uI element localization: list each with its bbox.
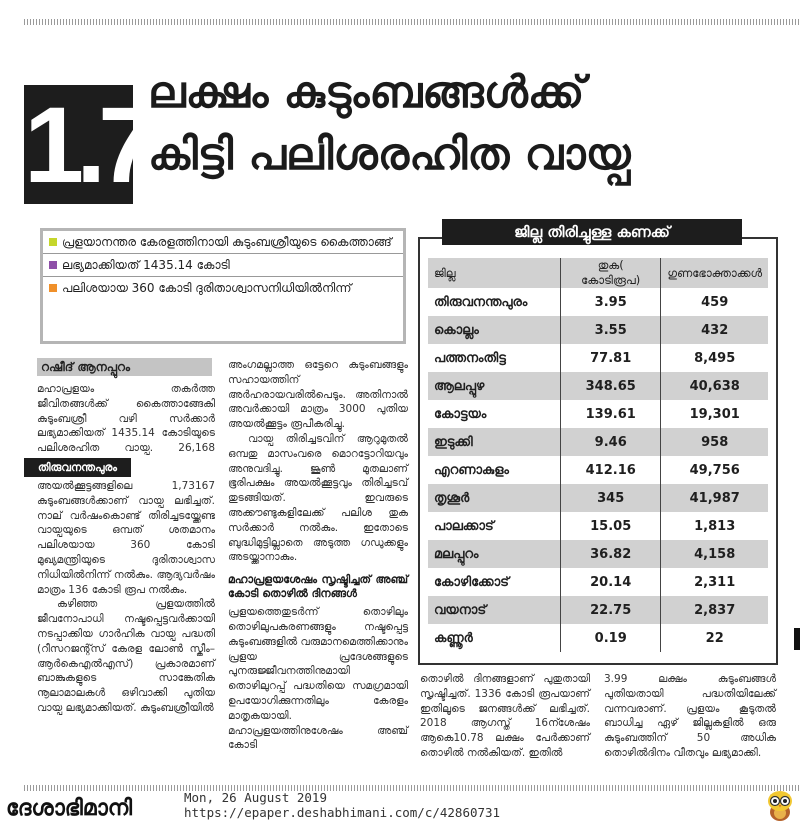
- beneficiary-count: 49,756: [661, 456, 768, 484]
- article-column-4: [604, 672, 776, 761]
- highlight-item: [43, 253, 403, 276]
- district-name: വയനാട്: [428, 596, 561, 624]
- district-name: ഇടുക്കി: [428, 428, 561, 456]
- table-row: [428, 596, 768, 624]
- edge-marker: [794, 628, 800, 650]
- article-paragraph: 3.99 ലക്ഷം കുടുംബങ്ങൾ പുതിയതായി പദ്ധതിയിലേക്ക് വന്നവരാണ്. പ്രളയം കൂടുതൽ ബാധിച്ച ഏഴ് ജില്ലകളിൽ ഒരു കുടുംബത്തിന് 50 അധിക തൊഴിൽദിനം വീതവും ലഭ്യമാക്കി.: [604, 673, 776, 759]
- table-row: [428, 540, 768, 568]
- top-rule: [24, 19, 800, 25]
- column-header-beneficiaries: ഗുണഭോക്താക്കൾ: [661, 258, 768, 288]
- amount-crore: 77.81: [561, 344, 661, 372]
- amount-crore: 3.55: [561, 316, 661, 344]
- masthead-logo: ദേശാഭിമാനി: [6, 796, 133, 821]
- district-name: കൊല്ലം: [428, 316, 561, 344]
- beneficiary-count: 1,813: [661, 512, 768, 540]
- beneficiary-count: 459: [661, 288, 768, 316]
- amount-crore: 348.65: [561, 372, 661, 400]
- amount-crore: 9.46: [561, 428, 661, 456]
- amount-crore: 36.82: [561, 540, 661, 568]
- beneficiary-count: 40,638: [661, 372, 768, 400]
- table-row: [428, 428, 768, 456]
- table-row: [428, 568, 768, 596]
- article-paragraph: പ്രളയത്തെതുടർന്ന് തൊഴിലും തൊഴിലുപകരണങ്ങളും നഷ്ടപ്പെട്ട കുടുംബങ്ങളിൽ വരുമാനമെത്തിക്കാനും പ്രളയ പ്രദേശങ്ങളുടെ പുനരുജ്ജീവനത്തിനുമായി തൊഴിലുറപ്പ് പദ്ധതിയെ സമഗ്രമായി ഉപയോഗിക്കുന്നതിലും കേരളം മാതൃകയായി. മഹാപ്രളയത്തിനുശേഷം അഞ്ച് കോടി: [228, 606, 408, 752]
- amount-crore: 345: [561, 484, 661, 512]
- edition-meta: [184, 790, 500, 820]
- highlight-text: ലഭ്യമാക്കിയത് 1435.14 കോടി: [62, 258, 230, 272]
- table-row: [428, 484, 768, 512]
- table-row: [428, 400, 768, 428]
- edition-date: Mon, 26 August 2019: [184, 790, 327, 805]
- beneficiary-count: 8,495: [661, 344, 768, 372]
- amount-crore: 3.95: [561, 288, 661, 316]
- district-name: കണ്ണൂർ: [434, 630, 473, 646]
- edition-url[interactable]: https://epaper.deshabhimani.com/c/42860731: [184, 805, 501, 820]
- beneficiary-count: 2,311: [661, 568, 768, 596]
- article-column-2: [228, 358, 408, 753]
- district-name: തിരുവനന്തപുരം: [434, 294, 528, 310]
- table-row: [428, 372, 768, 400]
- owl-icon-graphic: [766, 790, 794, 822]
- article-paragraph: മഹാപ്രളയം തകർത്ത ജീവിതങ്ങൾക്ക് കൈത്താങ്ങേകി കുടുംബശ്രീ വഴി സർക്കാർ ലഭ്യമാക്കിയത് 1435.14 കോടിയുടെ പലിശരഹിത വായ്പ. 26,168 അയൽക്കൂട്ടങ്ങളിലെ 1,73167 കുടുംബങ്ങൾക്കാണ് വായ്പ ലഭിച്ചത്. നാല് വർഷംകൊണ്ട് തിരിച്ചടയ്ക്കേണ്ട വായ്പയുടെ ഒമ്പത് ശതമാനം പലിശയായ 360 കോടി മുഖ്യമന്ത്രിയുടെ ദുരിതാശ്വാസ നിധിയിൽനിന്ന് നൽകും. ആദ്യവർഷം മാത്രം 136 കോടി രൂപ നൽകും.: [37, 383, 215, 596]
- article-paragraph: വായ്പ തിരിച്ചടവിന് ആറുമുതൽ ഒമ്പതു മാസംവരെ മൊറട്ടോറിയവും അനുവദിച്ചു. ജൂൺ മുതലാണ് ഭൂരിപക്ഷം അയൽക്കൂട്ടവും തിരിച്ചടവ് തുടങ്ങിയത്. ഇവരുടെ അക്കൗണ്ടുകളിലേക്ക് പലിശ തുക സർക്കാർ നൽകും. ഇതോടെ ബുദ്ധിമുട്ടില്ലാതെ അടുത്ത ഗഡുക്കളും അടയ്ക്കാനാകും.: [228, 432, 408, 564]
- district-name: കോഴിക്കോട്: [434, 574, 509, 590]
- bullet-square-icon: [49, 238, 57, 246]
- article-paragraph: കഴിഞ്ഞ പ്രളയത്തിൽ ജീവനോപാധി നഷ്ടപ്പെട്ടവർക്കായി നടപ്പാക്കിയ ഗാർഹിക വായ്പ പദ്ധതി (റീസറജന്റ്സ് കേരള ലോൺ സ്കീം–ആർകെഎൽഎസ്) പ്രകാരമാണ് ബാങ്കുകളുടെ സാങ്കേതിക നൂലാമാലകൾ ഒഴിവാക്കി പുതിയ വായ്പ ലഭ്യമാക്കിയത്. കുടുംബശ്രീയിൽ: [37, 598, 215, 714]
- table-row: [428, 344, 768, 372]
- district-name: തൃശൂർ: [428, 484, 561, 512]
- headline: [148, 62, 788, 186]
- beneficiary-count: 958: [661, 428, 768, 456]
- amount-crore: 15.05: [561, 512, 661, 540]
- dateline: തിരുവനന്തപുരം: [24, 458, 131, 477]
- article-column-1: [37, 382, 215, 716]
- district-name: എറണാകുളം: [434, 462, 509, 478]
- subheading: മഹാപ്രളയശേഷം സൃഷ്ടിച്ചത് അഞ്ച് കോടി തൊഴിൽ ദിനങ്ങൾ: [228, 573, 408, 601]
- beneficiary-count: 22: [661, 624, 768, 652]
- table-row: [428, 624, 768, 652]
- district-name: മലപ്പുറം: [428, 540, 561, 568]
- beneficiary-count: 41,987: [661, 484, 768, 512]
- beneficiary-count: 2,837: [661, 596, 768, 624]
- district-name: പാലക്കാട്: [434, 518, 494, 534]
- headline-line-2: കിട്ടി പലിശരഹിത വായ്പ: [148, 129, 631, 180]
- article-paragraph: തൊഴിൽ ദിനങ്ങളാണ് പുതുതായി സൃഷ്ടിച്ചത്. 1336 കോടി രൂപയാണ് ഇതിലൂടെ ജനങ്ങൾക്ക് ലഭിച്ചത്. 2018 ആഗസ്ത് 16ന്ശേഷം ആകെ10.78 ലക്ഷം പേർക്കാണ് തൊഴിൽ നൽകിയത്. ഇതിൽ: [420, 673, 590, 759]
- byline: റഷീദ് ആനപ്പുറം: [37, 358, 212, 376]
- beneficiary-count: 19,301: [661, 400, 768, 428]
- district-name: കോട്ടയം: [434, 406, 487, 422]
- amount-crore: 0.19: [561, 624, 661, 652]
- headline-number: 1.7: [24, 84, 151, 205]
- amount-crore: 20.14: [561, 568, 661, 596]
- headline-line-1: ലക്ഷം കുടുംബങ്ങൾക്ക്: [148, 67, 585, 118]
- district-name: ആലപ്പുഴ: [428, 372, 561, 400]
- district-name: പത്തനംതിട്ട: [434, 350, 506, 366]
- highlight-item: [43, 276, 403, 299]
- beneficiary-count: 432: [661, 316, 768, 344]
- column-header-district: ജില്ല: [428, 258, 561, 288]
- amount-crore: 22.75: [561, 596, 661, 624]
- highlight-item: [43, 231, 403, 253]
- highlights-box: [40, 228, 406, 344]
- bullet-square-icon: [49, 284, 57, 292]
- district-table: [428, 258, 768, 652]
- owl-icon[interactable]: [766, 790, 794, 822]
- article-paragraph: അംഗമല്ലാത്ത ഒട്ടേറെ കുടുംബങ്ങളും സഹായത്തിന് അർഹരായവരിൽപെടും. അതിനാൽ അവർക്കായി മാത്രം 3000 പുതിയ അയൽക്കൂട്ടം രൂപീകരിച്ചു.: [228, 359, 408, 431]
- beneficiary-count: 4,158: [661, 540, 768, 568]
- table-row: [428, 288, 768, 316]
- bullet-square-icon: [49, 261, 57, 269]
- district-table-title: ജില്ല തിരിച്ചുള്ള കണക്ക്: [442, 219, 742, 245]
- amount-crore: 412.16: [561, 456, 661, 484]
- table-row: [428, 316, 768, 344]
- highlight-text: പലിശയായ 360 കോടി ദുരിതാശ്വാസനിധിയിൽനിന്ന്: [62, 281, 352, 295]
- column-header-amount: തുക( കോടിരൂപ): [561, 258, 661, 288]
- amount-crore: 139.61: [561, 400, 661, 428]
- table-row: [428, 512, 768, 540]
- highlight-text: പ്രളയാനന്തര കേരളത്തിനായി കുടുംബശ്രീയുടെ കൈത്താങ്ങ്: [62, 235, 392, 249]
- article-column-3: [420, 672, 590, 761]
- table-header-row: [428, 258, 768, 288]
- table-row: [428, 456, 768, 484]
